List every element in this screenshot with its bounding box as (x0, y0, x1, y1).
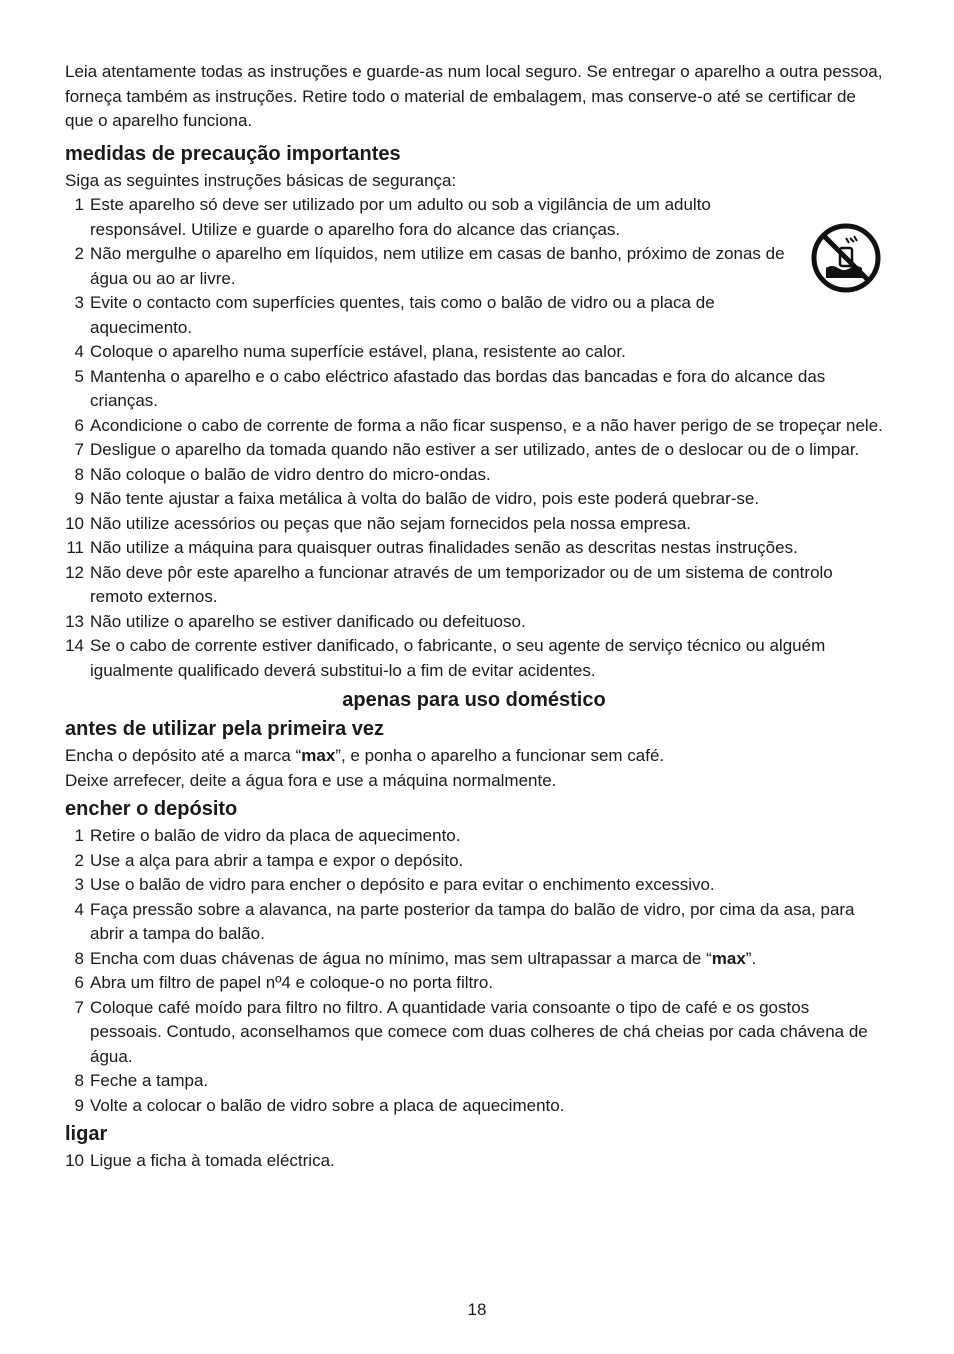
fill-item (65, 971, 883, 996)
safety-item-text: Mantenha o aparelho e o cabo eléctrico afastado das bordas das bancadas e fora do alcance das crianças. (90, 366, 826, 410)
fill-item-number: 4 (74, 899, 84, 919)
safety-heading: medidas de precaução importantes (65, 142, 401, 165)
safety-item (65, 365, 883, 414)
safety-item-text: Se o cabo de corrente estiver danificado, o fabricante, o seu agente de serviço técnico ou alguém igualmente qualificado deverá substitui-lo a fim de evitar acidentes. (90, 636, 826, 680)
safety-item-text: Não mergulhe o aparelho em líquidos, nem utilize em casas de banho, próximo de zonas de água ou ao ar livre. (90, 244, 785, 288)
safety-item-number: 9 (74, 489, 84, 508)
safety-item-number: 2 (74, 244, 84, 263)
safety-item-number: 14 (65, 636, 84, 655)
fill-item-text: Encha com duas chávenas de água no mínimo, mas sem ultrapassar a marca de “max”. (90, 948, 757, 968)
safety-item (65, 340, 883, 365)
fill-heading: encher o depósito (65, 798, 238, 820)
safety-item-text: Não tente ajustar a faixa metálica à volta do balão de vidro, pois este poderá quebrar-se. (90, 489, 760, 508)
safety-item (65, 536, 883, 561)
safety-item-number: 4 (74, 342, 84, 361)
safety-item (65, 463, 883, 488)
switch-on-item (65, 1149, 883, 1174)
domestic-use-heading: apenas para uso doméstico (342, 689, 606, 711)
fill-item-text: Retire o balão de vidro da placa de aquecimento. (90, 826, 461, 845)
safety-item (65, 512, 883, 537)
fill-item-number: 8 (74, 1071, 84, 1090)
safety-item-text: Não utilize o aparelho se estiver danificado ou defeituoso. (90, 611, 526, 631)
fill-item-number: 2 (74, 850, 84, 870)
fill-item (65, 1094, 883, 1119)
safety-item (65, 242, 883, 291)
document-page (65, 60, 883, 1174)
safety-item (65, 438, 883, 463)
switch-on-item-number: 10 (65, 1151, 84, 1170)
safety-item-number: 3 (74, 293, 84, 312)
safety-subtitle: Siga as seguintes instruções básicas de segurança: (65, 170, 457, 190)
fill-item-text: Abra um filtro de papel nº4 e coloque-o no porta filtro. (90, 973, 494, 992)
fill-item-text: Use a alça para abrir a tampa e expor o depósito. (90, 850, 464, 870)
safety-item-text: Desligue o aparelho da tomada quando não estiver a ser utilizado, antes de o deslocar ou de o limpar. (90, 440, 860, 459)
no-water-immersion-icon (810, 222, 882, 294)
safety-item-number: 12 (65, 562, 84, 582)
first-use-heading: antes de utilizar pela primeira vez (65, 718, 385, 740)
safety-list (65, 193, 883, 683)
fill-item-number: 7 (74, 997, 84, 1017)
fill-item-text: Coloque café moído para filtro no filtro. A quantidade varia consoante o tipo de café e os gostos pessoais. Contudo, aconselhamos que comece com duas colheres de chá cheias por cada chávena de água. (90, 997, 868, 1066)
fill-item (65, 1069, 883, 1094)
fill-item-number: 1 (74, 826, 84, 845)
safety-item-text: Não coloque o balão de vidro dentro do micro-ondas. (90, 464, 491, 484)
switch-on-item-text: Ligue a ficha à tomada eléctrica. (90, 1151, 335, 1170)
fill-item (65, 849, 883, 874)
first-use-line-1: Encha o depósito até a marca “max”, e ponha o aparelho a funcionar sem café. (65, 746, 665, 765)
fill-item-text: Use o balão de vidro para encher o depósito e para evitar o enchimento excessivo. (90, 875, 715, 894)
fill-item-number: 9 (74, 1095, 84, 1115)
safety-item-text: Não utilize a máquina para quaisquer outras finalidades senão as descritas nestas instruções. (90, 538, 798, 557)
safety-item-text: Este aparelho só deve ser utilizado por um adulto ou sob a vigilância de um adulto responsável. Utilize e guarde o aparelho fora do alcance das crianças. (90, 195, 711, 239)
fill-item-text: Faça pressão sobre a alavanca, na parte posterior da tampa do balão de vidro, por cima da asa, para abrir a tampa do balão. (90, 899, 855, 943)
safety-item-number: 6 (74, 415, 84, 435)
switch-on-heading: ligar (65, 1123, 108, 1145)
fill-item-number: 3 (74, 875, 84, 894)
safety-item-text: Coloque o aparelho numa superfície estável, plana, resistente ao calor. (90, 342, 626, 361)
safety-item (65, 193, 883, 242)
safety-item (65, 634, 883, 683)
intro-paragraph: Leia atentamente todas as instruções e guarde-as num local seguro. Se entregar o aparelho a outra pessoa, forneça também as instruções. Retire todo o material de embalagem, mas conserve-o até se certificar de que o aparelho funciona. (65, 62, 883, 130)
safety-item-text: Não deve pôr este aparelho a funcionar através de um temporizador ou de um sistema de controlo remoto externos. (90, 562, 833, 606)
fill-item (65, 824, 883, 849)
first-use-line-2: Deixe arrefecer, deite a água fora e use a máquina normalmente. (65, 770, 557, 790)
fill-item (65, 947, 883, 972)
fill-item-number: 8 (74, 948, 84, 968)
safety-item-text: Não utilize acessórios ou peças que não sejam fornecidos pela nossa empresa. (90, 513, 692, 533)
safety-item (65, 414, 883, 439)
safety-item (65, 610, 883, 635)
safety-item-number: 10 (65, 513, 84, 533)
safety-item-number: 7 (74, 440, 84, 459)
safety-item-text: Acondicione o cabo de corrente de forma a não ficar suspenso, e a não haver perigo de se tropeçar nele. (90, 415, 883, 435)
fill-item (65, 873, 883, 898)
fill-item-number: 6 (74, 973, 84, 992)
fill-item-text: Feche a tampa. (90, 1071, 209, 1090)
switch-on-list (65, 1149, 883, 1174)
safety-item-number: 1 (74, 195, 84, 214)
safety-item-text: Evite o contacto com superfícies quentes, tais como o balão de vidro ou a placa de aquecimento. (90, 293, 715, 337)
safety-item (65, 487, 883, 512)
safety-item-number: 5 (74, 366, 84, 386)
safety-item (65, 291, 883, 340)
fill-item (65, 898, 883, 947)
safety-item-number: 8 (74, 464, 84, 484)
safety-item-number: 13 (65, 611, 84, 631)
page-number: 18 (467, 1300, 487, 1319)
safety-item (65, 561, 883, 610)
safety-item-number: 11 (66, 538, 84, 557)
fill-item (65, 996, 883, 1070)
fill-item-text: Volte a colocar o balão de vidro sobre a placa de aquecimento. (90, 1095, 565, 1115)
fill-list (65, 824, 883, 1118)
